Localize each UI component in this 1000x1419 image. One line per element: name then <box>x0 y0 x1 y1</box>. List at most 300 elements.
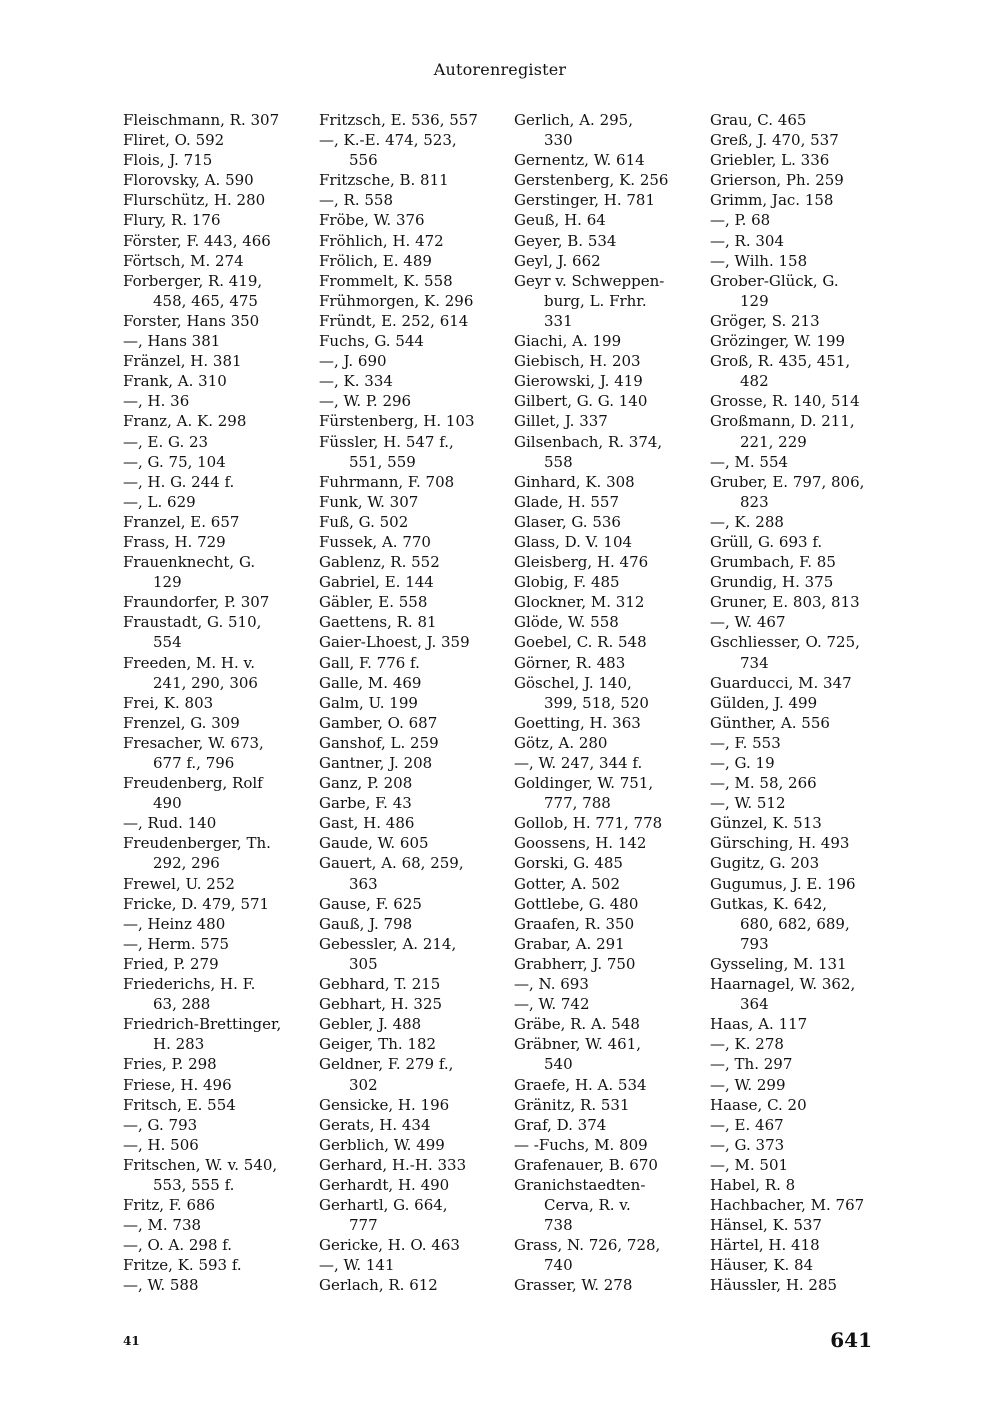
index-entry <box>710 452 895 472</box>
entry-line: Härtel, H. 418 <box>710 1236 820 1255</box>
entry-line: Gall, F. 776 f. <box>319 653 420 672</box>
index-entry <box>514 331 699 351</box>
entry-line: Forster, Hans 350 <box>123 311 260 330</box>
entry-line: Fussek, A. 770 <box>319 532 431 551</box>
index-entry <box>514 1115 699 1135</box>
entry-line: Haarnagel, W. 362, <box>710 975 856 994</box>
entry-line: —, W. 141 <box>319 1256 395 1275</box>
index-entry <box>319 733 504 753</box>
entry-continuation: H. 283 <box>153 1035 205 1054</box>
index-entry <box>710 753 895 773</box>
index-entry <box>123 492 308 512</box>
entry-line: Flurschütz, H. 280 <box>123 191 266 210</box>
index-entry <box>123 130 308 150</box>
index-entry <box>710 1014 895 1034</box>
entry-line: Gottlebe, G. 480 <box>514 894 639 913</box>
index-entry <box>319 331 504 351</box>
entry-continuation: 680, 682, 689, <box>740 914 850 933</box>
entry-line: Gschliesser, O. 725, <box>710 633 860 652</box>
entry-line: Gerhardt, H. 490 <box>319 1175 450 1194</box>
entry-line: Guarducci, M. 347 <box>710 673 852 692</box>
index-entry <box>514 1235 699 1275</box>
entry-line: —, Th. 297 <box>710 1055 793 1074</box>
entry-line: Gerstenberg, K. 256 <box>514 171 669 190</box>
index-entry <box>710 793 895 813</box>
entry-line: Friedrich-Brettinger, <box>123 1015 282 1034</box>
index-entry <box>123 351 308 371</box>
entry-line: Grüll, G. 693 f. <box>710 532 823 551</box>
entry-line: Fuhrmann, F. 708 <box>319 472 455 491</box>
entry-line: Gaier-Lhoest, J. 359 <box>319 633 470 652</box>
entry-line: Gotter, A. 502 <box>514 874 621 893</box>
index-entry <box>123 1054 308 1074</box>
entry-line: —, Rud. 140 <box>123 814 217 833</box>
entry-line: —, K. 288 <box>710 512 784 531</box>
index-entry <box>319 1095 504 1115</box>
entry-line: Grober-Glück, G. <box>710 271 839 290</box>
index-entry <box>123 311 308 331</box>
index-entry <box>710 311 895 331</box>
entry-line: Gröger, S. 213 <box>710 311 820 330</box>
entry-line: Gugumus, J. E. 196 <box>710 874 856 893</box>
entry-line: —, W. 512 <box>710 794 786 813</box>
entry-line: Grierson, Ph. 259 <box>710 171 844 190</box>
entry-continuation: burg, L. Frhr. <box>544 291 647 310</box>
index-entry <box>710 231 895 251</box>
index-entry <box>319 1255 504 1275</box>
index-entry <box>514 713 699 733</box>
index-entry <box>319 351 504 371</box>
entry-line: Haase, C. 20 <box>710 1095 807 1114</box>
index-entry <box>123 1235 308 1255</box>
index-entry <box>319 833 504 853</box>
index-entry <box>123 1095 308 1115</box>
index-entry <box>710 833 895 853</box>
index-entry <box>123 833 308 873</box>
entry-line: Hachbacher, M. 767 <box>710 1196 865 1215</box>
entry-continuation: 738 <box>544 1216 573 1235</box>
entry-line: —, H. 506 <box>123 1135 199 1154</box>
entry-line: Frass, H. 729 <box>123 532 226 551</box>
index-entry <box>123 592 308 612</box>
entry-line: Granichstaedten- <box>514 1175 646 1194</box>
entry-line: — -Fuchs, M. 809 <box>514 1135 648 1154</box>
entry-line: —, M. 58, 266 <box>710 774 817 793</box>
index-entry <box>710 733 895 753</box>
entry-line: Gerhartl, G. 664, <box>319 1196 448 1215</box>
index-entry <box>123 1215 308 1235</box>
index-entry <box>319 1275 504 1295</box>
index-entry <box>123 894 308 914</box>
index-entry <box>319 512 504 532</box>
entry-line: Glöde, W. 558 <box>514 613 619 632</box>
entry-line: Häussler, H. 285 <box>710 1276 838 1295</box>
index-entry <box>710 351 895 391</box>
entry-line: Förster, F. 443, 466 <box>123 231 271 250</box>
entry-line: —, Heinz 480 <box>123 914 226 933</box>
entry-line: Ganz, P. 208 <box>319 774 413 793</box>
entry-line: Geyl, J. 662 <box>514 251 601 270</box>
entry-line: —, W. P. 296 <box>319 392 412 411</box>
entry-line: —, Hans 381 <box>123 332 221 351</box>
entry-line: Gillet, J. 337 <box>514 412 608 431</box>
entry-line: —, P. 68 <box>710 211 771 230</box>
entry-line: Grözinger, W. 199 <box>710 332 846 351</box>
index-entry <box>123 432 308 452</box>
index-entry <box>319 612 504 632</box>
index-entry <box>319 934 504 974</box>
entry-line: Grosse, R. 140, 514 <box>710 392 860 411</box>
entry-line: Görner, R. 483 <box>514 653 626 672</box>
entry-line: —, K. 334 <box>319 372 393 391</box>
index-column-1 <box>123 110 308 1296</box>
entry-line: Gutkas, K. 642, <box>710 894 828 913</box>
entry-line: —, R. 558 <box>319 191 393 210</box>
entry-line: Gauert, A. 68, 259, <box>319 854 464 873</box>
index-entry <box>514 552 699 572</box>
entry-line: Gräbner, W. 461, <box>514 1035 642 1054</box>
entry-line: Friederichs, H. F. <box>123 975 256 994</box>
entry-line: Gysseling, M. 131 <box>710 954 847 973</box>
entry-line: Grumbach, F. 85 <box>710 553 836 572</box>
index-entry <box>710 1135 895 1155</box>
index-entry <box>710 974 895 1014</box>
index-entry <box>123 1255 308 1275</box>
index-entry <box>319 130 504 170</box>
index-entry <box>514 1075 699 1095</box>
entry-line: —, E. 467 <box>710 1115 784 1134</box>
index-entry <box>514 1034 699 1074</box>
index-entry <box>319 231 504 251</box>
index-entry <box>514 673 699 713</box>
entry-line: Grimm, Jac. 158 <box>710 191 834 210</box>
entry-line: —, Wilh. 158 <box>710 251 808 270</box>
index-entry <box>123 773 308 813</box>
entry-line: Flury, R. 176 <box>123 211 221 230</box>
index-entry <box>123 331 308 351</box>
index-entry <box>710 813 895 833</box>
entry-line: Gorski, G. 485 <box>514 854 623 873</box>
entry-line: Funk, W. 307 <box>319 492 419 511</box>
entry-line: Gierowski, J. 419 <box>514 372 643 391</box>
index-entry <box>710 1175 895 1195</box>
index-entry <box>123 532 308 552</box>
index-entry <box>319 673 504 693</box>
index-entry <box>514 1175 699 1235</box>
entry-line: Gugitz, G. 203 <box>710 854 820 873</box>
index-column-4 <box>710 110 895 1296</box>
index-entry <box>514 190 699 210</box>
index-entry <box>514 753 699 773</box>
entry-line: Gerhard, H.-H. 333 <box>319 1155 467 1174</box>
entry-line: Förtsch, M. 274 <box>123 251 244 270</box>
entry-line: Garbe, F. 43 <box>319 794 412 813</box>
index-entry <box>710 170 895 190</box>
index-entry <box>514 612 699 632</box>
entry-line: Gräbe, R. A. 548 <box>514 1015 640 1034</box>
index-entry <box>123 371 308 391</box>
index-entry <box>514 592 699 612</box>
index-entry <box>710 693 895 713</box>
entry-line: —, J. 690 <box>319 352 387 371</box>
entry-line: Gerlich, A. 295, <box>514 111 633 129</box>
entry-line: Grafenauer, B. 670 <box>514 1155 658 1174</box>
entry-line: Fricke, D. 479, 571 <box>123 894 270 913</box>
index-entry <box>123 1115 308 1135</box>
entry-line: —, L. 629 <box>123 492 196 511</box>
entry-line: Glaser, G. 536 <box>514 512 621 531</box>
entry-line: —, M. 501 <box>710 1155 789 1174</box>
index-entry <box>123 914 308 934</box>
entry-continuation: 540 <box>544 1055 573 1074</box>
entry-line: Griebler, L. 336 <box>710 151 830 170</box>
entry-line: Gauß, J. 798 <box>319 914 413 933</box>
index-entry <box>514 974 699 994</box>
entry-line: Gamber, O. 687 <box>319 713 438 732</box>
entry-line: Grundig, H. 375 <box>710 573 834 592</box>
index-entry <box>319 311 504 331</box>
index-entry <box>710 1075 895 1095</box>
index-entry <box>123 1014 308 1054</box>
entry-line: Günther, A. 556 <box>710 713 830 732</box>
entry-continuation: 399, 518, 520 <box>544 693 649 712</box>
index-entry <box>710 271 895 311</box>
entry-line: Giachi, A. 199 <box>514 332 622 351</box>
entry-line: Hänsel, K. 537 <box>710 1216 822 1235</box>
index-entry <box>123 1075 308 1095</box>
index-entry <box>123 170 308 190</box>
index-entry <box>319 492 504 512</box>
entry-line: Franzel, E. 657 <box>123 512 240 531</box>
index-entry <box>514 1095 699 1115</box>
index-entry <box>710 1235 895 1255</box>
index-entry <box>710 713 895 733</box>
index-entry <box>123 874 308 894</box>
entry-continuation: 677 f., 796 <box>153 754 235 772</box>
index-entry <box>319 572 504 592</box>
index-entry <box>514 391 699 411</box>
index-entry <box>514 512 699 532</box>
index-entry <box>123 974 308 1014</box>
entry-continuation: 305 <box>349 954 378 973</box>
entry-continuation: 129 <box>740 291 769 310</box>
entry-line: Geyr v. Schweppen- <box>514 271 665 290</box>
entry-continuation: 331 <box>544 311 573 330</box>
entry-continuation: 363 <box>349 874 378 893</box>
index-entry <box>710 1115 895 1135</box>
entry-line: Gilbert, G. G. 140 <box>514 392 648 411</box>
entry-line: Frenzel, G. 309 <box>123 713 240 732</box>
index-entry <box>514 653 699 673</box>
index-entry <box>514 994 699 1014</box>
entry-line: Fritzsch, E. 536, 557 <box>319 111 478 129</box>
entry-line: Fritzsche, B. 811 <box>319 171 449 190</box>
index-entry <box>514 351 699 371</box>
index-entry <box>319 1135 504 1155</box>
entry-line: —, F. 553 <box>710 733 781 752</box>
index-entry <box>123 653 308 693</box>
index-entry <box>710 1255 895 1275</box>
entry-line: Füssler, H. 547 f., <box>319 432 454 451</box>
entry-line: Frank, A. 310 <box>123 372 227 391</box>
entry-line: —, W. 467 <box>710 613 786 632</box>
entry-continuation: 823 <box>740 492 769 511</box>
entry-line: Fuchs, G. 544 <box>319 332 424 351</box>
index-entry <box>123 190 308 210</box>
index-entry <box>319 713 504 733</box>
index-entry <box>319 190 504 210</box>
index-entry <box>710 190 895 210</box>
entry-continuation: 740 <box>544 1256 573 1275</box>
entry-continuation: 554 <box>153 633 182 652</box>
entry-line: Großmann, D. 211, <box>710 412 855 431</box>
entry-line: —, Herm. 575 <box>123 934 230 953</box>
index-entry <box>123 1275 308 1295</box>
index-entry <box>123 512 308 532</box>
entry-continuation: 553, 555 f. <box>153 1175 235 1194</box>
index-entry <box>319 432 504 472</box>
index-entry <box>319 853 504 893</box>
index-entry <box>710 673 895 693</box>
index-entry <box>123 251 308 271</box>
entry-line: —, G. 19 <box>710 754 775 772</box>
index-entry <box>319 813 504 833</box>
entry-continuation: 129 <box>153 573 182 592</box>
index-entry <box>319 271 504 291</box>
entry-line: Friese, H. 496 <box>123 1075 232 1094</box>
entry-line: Gause, F. 625 <box>319 894 422 913</box>
index-entry <box>710 1215 895 1235</box>
entry-line: Geyer, B. 534 <box>514 231 617 250</box>
index-entry <box>514 231 699 251</box>
index-entry <box>710 552 895 572</box>
index-entry <box>710 1054 895 1074</box>
index-entry <box>319 653 504 673</box>
index-entry <box>710 572 895 592</box>
index-entry <box>319 1235 504 1255</box>
entry-line: —, M. 738 <box>123 1216 202 1235</box>
entry-line: —, W. 247, 344 f. <box>514 754 643 772</box>
index-entry <box>123 813 308 833</box>
index-entry <box>710 512 895 532</box>
index-entry <box>319 1054 504 1094</box>
index-entry <box>710 532 895 552</box>
entry-line: Goldinger, W. 751, <box>514 774 654 793</box>
entry-line: —, H. G. 244 f. <box>123 472 235 491</box>
index-entry <box>123 472 308 492</box>
entry-line: Fröhlich, H. 472 <box>319 231 444 250</box>
entry-line: Göschel, J. 140, <box>514 673 632 692</box>
index-entry <box>319 1195 504 1235</box>
index-entry <box>123 934 308 954</box>
index-entry <box>319 632 504 652</box>
entry-line: —, W. 588 <box>123 1276 199 1295</box>
entry-line: Fraundorfer, P. 307 <box>123 593 270 612</box>
index-entry <box>319 914 504 934</box>
entry-line: Gensicke, H. 196 <box>319 1095 450 1114</box>
entry-line: Geiger, Th. 182 <box>319 1035 437 1054</box>
index-entry <box>319 291 504 311</box>
entry-line: Fliret, O. 592 <box>123 131 225 150</box>
index-entry <box>514 371 699 391</box>
entry-line: Gernentz, W. 614 <box>514 151 645 170</box>
index-entry <box>123 1155 308 1195</box>
entry-line: Gilsenbach, R. 374, <box>514 432 663 451</box>
index-entry <box>514 833 699 853</box>
entry-line: Gebessler, A. 214, <box>319 934 457 953</box>
entry-line: Giebisch, H. 203 <box>514 352 641 371</box>
entry-line: Gerats, H. 434 <box>319 1115 431 1134</box>
entry-line: Gebler, J. 488 <box>319 1015 422 1034</box>
entry-line: Gruber, E. 797, 806, <box>710 472 865 491</box>
index-entry <box>123 552 308 592</box>
entry-continuation: 482 <box>740 372 769 391</box>
entry-line: Frewel, U. 252 <box>123 874 235 893</box>
entry-line: Gleisberg, H. 476 <box>514 553 649 572</box>
index-entry <box>710 612 895 632</box>
index-entry <box>319 552 504 572</box>
entry-continuation: 558 <box>544 452 573 471</box>
index-entry <box>319 793 504 813</box>
entry-continuation: 551, 559 <box>349 452 416 471</box>
entry-continuation: 777, 788 <box>544 794 611 813</box>
index-entry <box>123 210 308 230</box>
index-entry <box>514 271 699 331</box>
index-entry <box>514 251 699 271</box>
index-entry <box>123 1135 308 1155</box>
entry-line: —, G. 373 <box>710 1135 785 1154</box>
index-column-3 <box>514 110 699 1296</box>
entry-line: Grau, C. 465 <box>710 111 807 129</box>
entry-line: Haas, A. 117 <box>710 1015 808 1034</box>
index-entry <box>319 1175 504 1195</box>
entry-line: Geuß, H. 64 <box>514 211 606 230</box>
entry-continuation: 364 <box>740 995 769 1014</box>
entry-line: Gülden, J. 499 <box>710 693 818 712</box>
entry-continuation: 793 <box>740 934 769 953</box>
entry-line: Glockner, M. 312 <box>514 593 645 612</box>
index-entry <box>710 110 895 130</box>
entry-line: Gebhart, H. 325 <box>319 995 443 1014</box>
entry-line: Gollob, H. 771, 778 <box>514 814 663 833</box>
index-entry <box>319 1034 504 1054</box>
entry-line: Freudenberg, Rolf <box>123 774 263 793</box>
index-entry <box>710 853 895 873</box>
index-entry <box>123 693 308 713</box>
entry-line: Forberger, R. 419, <box>123 271 263 290</box>
entry-line: Gürsching, H. 493 <box>710 834 850 853</box>
entry-line: Ganshof, L. 259 <box>319 733 439 752</box>
entry-line: Gast, H. 486 <box>319 814 415 833</box>
entry-line: Gränitz, R. 531 <box>514 1095 630 1114</box>
entry-line: Goetting, H. 363 <box>514 713 641 732</box>
entry-line: Greß, J. 470, 537 <box>710 131 839 150</box>
index-entry <box>319 251 504 271</box>
entry-line: Geldner, F. 279 f., <box>319 1055 454 1074</box>
entry-line: Franz, A. K. 298 <box>123 412 247 431</box>
index-entry <box>710 592 895 612</box>
index-column-2 <box>319 110 504 1296</box>
index-entry <box>319 532 504 552</box>
index-entry <box>514 853 699 873</box>
entry-line: Frauenknecht, G. <box>123 553 256 572</box>
index-entry <box>319 974 504 994</box>
index-entry <box>710 391 895 411</box>
entry-line: —, K. 278 <box>710 1035 784 1054</box>
entry-line: Grasser, W. 278 <box>514 1276 633 1295</box>
entry-line: Fries, P. 298 <box>123 1055 217 1074</box>
index-entry <box>123 411 308 431</box>
